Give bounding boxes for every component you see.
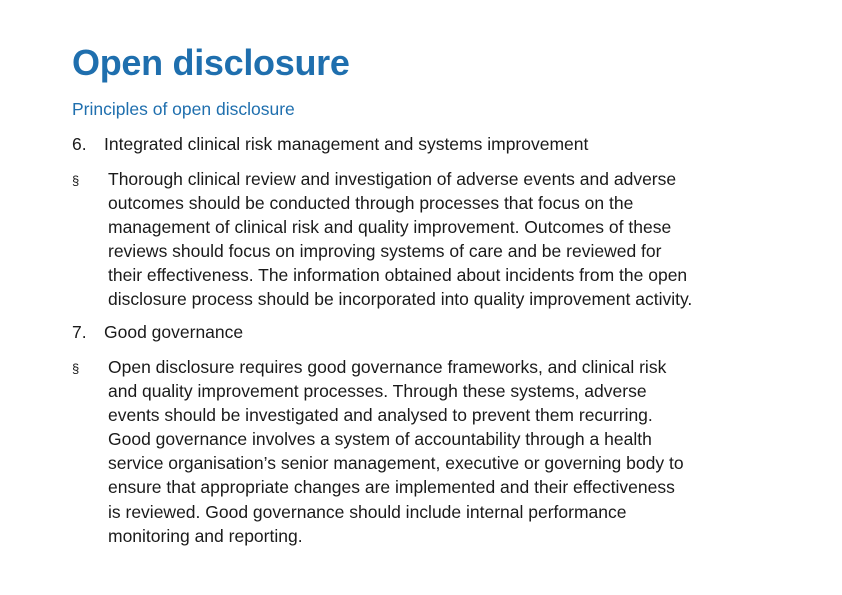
text-line: and quality improvement processes. Through these systems, adverse [108,381,647,402]
text-line: events should be investigated and analysed to prevent them recurring. [108,405,653,426]
text-line: Open disclosure requires good governance frameworks, and clinical risk [108,357,667,377]
section-number: 6. [72,134,87,154]
section-number: 7. [72,322,87,342]
text-line: their effectiveness. The information obtained about incidents from the open [108,265,688,286]
bullet-text [108,355,792,548]
text-line: monitoring and reporting. [108,525,303,546]
text-line: is reviewed. Good governance should include internal performance [108,501,627,522]
text-line: Thorough clinical review and investigation of adverse events and adverse [108,169,677,189]
text-line: outcomes should be conducted through processes that focus on the [108,193,634,214]
text-line: ensure that appropriate changes are implemented and their effectiveness [108,477,675,498]
section-heading-7 [72,320,243,344]
section-title: Good governance [104,322,244,342]
bullet-marker: § [72,361,80,376]
text-line: reviews should focus on improving systems of care and be reviewed for [108,241,662,262]
text-line: disclosure process should be incorporated into quality improvement activity. [108,289,693,310]
section-heading-6 [72,132,588,156]
bullet-text [108,167,792,312]
page-title: Open disclosure [72,42,350,83]
section-title: Integrated clinical risk management and systems improvement [104,134,589,154]
bullet-marker: § [72,173,80,188]
page-subtitle: Principles of open disclosure [72,99,295,119]
text-line: service organisation’s senior management, executive or governing body to [108,453,684,474]
text-line: Good governance involves a system of accountability through a health [108,429,652,450]
text-line: management of clinical risk and quality improvement. Outcomes of these [108,217,672,238]
